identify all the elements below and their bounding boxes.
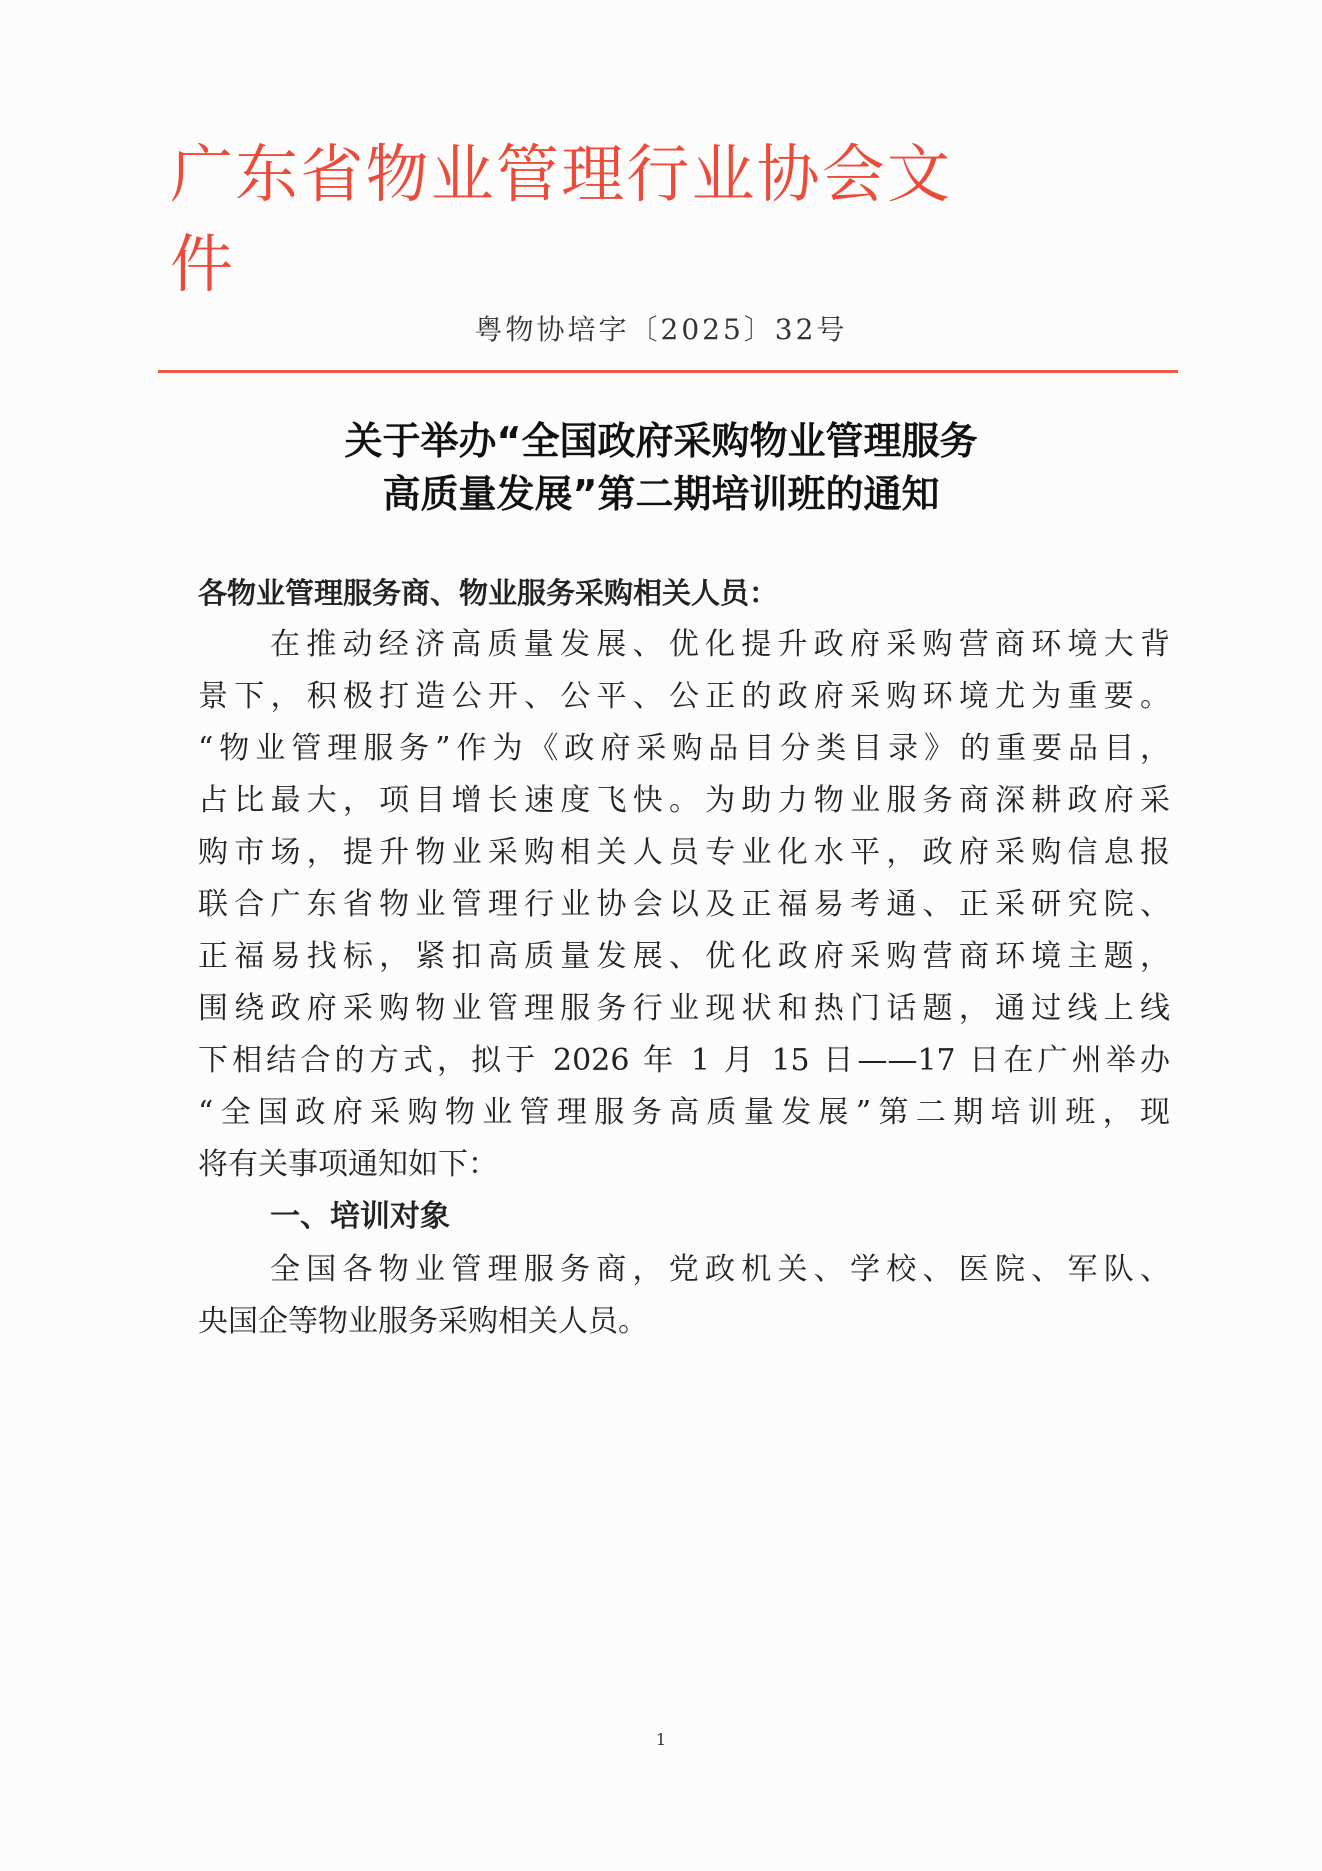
body-line: 景下，积极打造公开、公平、公正的政府采购环境尤为重要。 xyxy=(198,679,1170,714)
issuer-title: 广东省物业管理行业协会文件 xyxy=(170,138,950,301)
page-number: 1 xyxy=(655,1730,667,1749)
red-divider xyxy=(158,370,1178,373)
salutation: 各物业管理服务商、物业服务采购相关人员： xyxy=(198,576,779,610)
body-line: 将有关事项通知如下： xyxy=(198,1147,498,1182)
body-line: 央国企等物业服务采购相关人员。 xyxy=(198,1304,648,1339)
document-number: 粤物协培字〔2025〕32号 xyxy=(474,313,848,346)
body-line: 围绕政府采购物业管理服务行业现状和热门话题，通过线上线 xyxy=(198,991,1170,1026)
body-line: 购市场，提升物业采购相关人员专业化水平，政府采购信息报 xyxy=(198,835,1170,870)
notice-title-line-2: 高质量发展”第二期培训班的通知 xyxy=(382,472,940,516)
body-line: 占比最大，项目增长速度飞快。为助力物业服务商深耕政府采 xyxy=(198,783,1170,818)
body-line: “物业管理服务”作为《政府采购品目分类目录》的重要品目， xyxy=(198,731,1170,766)
body-line: 在推动经济高质量发展、优化提升政府采购营商环境大背 xyxy=(270,627,1170,662)
body-line: “全国政府采购物业管理服务高质量发展”第二期培训班，现 xyxy=(198,1095,1170,1130)
body-line: 正福易找标，紧扣高质量发展、优化政府采购营商环境主题， xyxy=(198,939,1170,974)
section-heading: 一、培训对象 xyxy=(270,1199,450,1234)
notice-title-line-1: 关于举办“全国政府采购物业管理服务 xyxy=(344,419,978,463)
body-line: 联合广东省物业管理行业协会以及正福易考通、正采研究院、 xyxy=(198,887,1170,922)
body-line: 下相结合的方式，拟于 2026 年 1 月 15 日——17 日在广州举办 xyxy=(198,1043,1170,1078)
body-line: 全国各物业管理服务商，党政机关、学校、医院、军队、 xyxy=(270,1252,1170,1287)
